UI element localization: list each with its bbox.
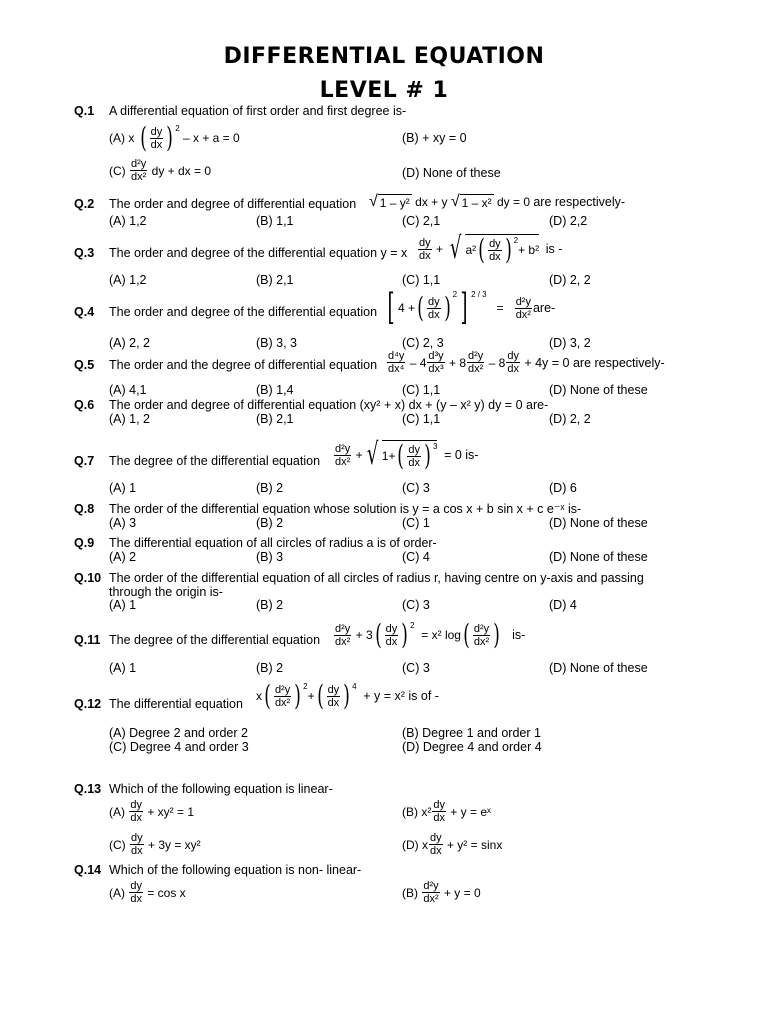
question-number: Q.5	[74, 358, 95, 372]
q14-option-a: (A) $\frac{dy}{dx}$ = cos x	[109, 880, 186, 905]
q9-option-d: (D) None of these	[549, 550, 648, 564]
q4-option-b: (B) 3, 3	[256, 336, 297, 350]
q8-option-a: (A) 3	[109, 516, 137, 530]
question-number: Q.8	[74, 502, 95, 516]
q11-equation: $\frac{\text{d²y}}{\text{dx²}}$ + 3 ( $\frac{dy}{dx}$ ) $^2$ = x² log ( $\frac{\text{d²y}}{\text{dx²}}$ ) is-	[335, 618, 526, 651]
q4-option-a: (A) 2, 2	[109, 336, 150, 350]
q12-equation: x ( $\frac{\text{d²y}}{\text{dx²}}$ ) $^2$ + ( $\frac{dy}{dx}$ ) $^4$ + y = x² is of -	[256, 679, 439, 712]
question-number: Q.1	[74, 104, 95, 118]
question-text: The order and degree of differential equation (xy² + x) dx + (y – x² y) dy = 0 are-	[109, 398, 549, 412]
question-text: The order and degree of the differential equation y = x	[109, 246, 408, 260]
question-number: Q.10	[74, 571, 102, 585]
question-text: The degree of the differential equation	[109, 633, 321, 647]
q1-option-c: (C) $\frac{\text{d²y}}{\text{dx²}}$ dy + dx = 0	[109, 158, 212, 183]
q11-option-a: (A) 1	[109, 661, 137, 675]
q1-option-d: (D) None of these	[402, 166, 501, 180]
q3-option-a: (A) 1,2	[109, 273, 147, 287]
q6-option-d: (D) 2, 2	[549, 412, 591, 426]
q6-option-c: (C) 1,1	[402, 412, 441, 426]
question-number: Q.14	[74, 863, 102, 877]
question-text: Which of the following equation is non- linear-	[109, 863, 362, 877]
q7-equation: $\frac{\text{d²y}}{\text{dx²}}$ + √ 1+ ( $\frac{dy}{dx}$ ) $^3$ = 0 is-	[335, 437, 479, 472]
q2-equation: √ 1 – y² dx + y √ 1 – x² dy = 0 are respectively-	[369, 193, 626, 210]
q13-option-a: (A) $\frac{dy}{dx}$ + xy² = 1	[109, 799, 194, 824]
q12-option-a: (A) Degree 2 and order 2	[109, 726, 248, 740]
q13-option-b: (B) x² $\frac{dy}{dx}$ + y = eˣ	[402, 799, 491, 824]
question-text: The order and degree of the differential equation	[109, 305, 378, 319]
question-number: Q.11	[74, 633, 101, 647]
q5-option-a: (A) 4,1	[109, 383, 147, 397]
q5-equation: $\frac{\text{d⁴y}}{\text{dx⁴}}$ – 4 $\frac{\text{d³y}}{\text{dx³}}$ + 8 $\frac{\text{d²y}}{\text{dx²}}$ – 8 $\frac{dy}{dx}$ + 4y = 0 are respectively-	[388, 350, 665, 375]
question-text: The order and the degree of differential equation	[109, 358, 378, 372]
q13-option-c: (C) $\frac{dy}{dx}$ + 3y = xy²	[109, 832, 201, 857]
q5-option-c: (C) 1,1	[402, 383, 441, 397]
q7-option-a: (A) 1	[109, 481, 137, 495]
question-number: Q.9	[74, 536, 95, 550]
q4-equation: [ 4 + ( $\frac{dy}{dx}$ ) $^2$ ] $^{2 / 3}$ = $\frac{\text{d²y}}{\text{dx²}}$ are-	[387, 287, 556, 328]
page-title: DIFFERENTIAL EQUATION	[223, 44, 545, 69]
question-number: Q.12	[74, 697, 102, 711]
q10-option-b: (B) 2	[256, 598, 284, 612]
q7-option-b: (B) 2	[256, 481, 284, 495]
q11-option-d: (D) None of these	[549, 661, 648, 675]
q3-option-d: (D) 2, 2	[549, 273, 591, 287]
q10-option-a: (A) 1	[109, 598, 137, 612]
question-text: The order of the differential equation whose solution is y = a cos x + b sin x + c e⁻ˣ is-	[109, 502, 582, 516]
q12-option-d: (D) Degree 4 and order 4	[402, 740, 542, 754]
question-text: The differential equation of all circles of radius a is of order-	[109, 536, 437, 550]
q12-option-b: (B) Degree 1 and order 1	[402, 726, 541, 740]
q9-option-c: (C) 4	[402, 550, 430, 564]
question-text: A differential equation of first order and first degree is-	[109, 104, 407, 118]
q6-option-a: (A) 1, 2	[109, 412, 150, 426]
question-text: Which of the following equation is linear-	[109, 782, 333, 796]
q12-option-c: (C) Degree 4 and order 3	[109, 740, 249, 754]
question-number: Q.13	[74, 782, 102, 796]
q3-option-b: (B) 2,1	[256, 273, 294, 287]
question-number: Q.6	[74, 398, 95, 412]
q2-option-a: (A) 1,2	[109, 214, 147, 228]
q1-option-b: (B) + xy = 0	[402, 131, 467, 145]
q5-option-d: (D) None of these	[549, 383, 648, 397]
q8-option-b: (B) 2	[256, 516, 284, 530]
question-text: The degree of the differential equation	[109, 454, 321, 468]
q10-option-d: (D) 4	[549, 598, 577, 612]
question-number: Q.7	[74, 454, 95, 468]
q7-option-c: (C) 3	[402, 481, 430, 495]
q8-option-d: (D) None of these	[549, 516, 648, 530]
q2-option-d: (D) 2,2	[549, 214, 588, 228]
question-number: Q.4	[74, 305, 95, 319]
question-text-line2: through the origin is-	[109, 585, 223, 599]
q3-option-c: (C) 1,1	[402, 273, 441, 287]
q2-option-b: (B) 1,1	[256, 214, 294, 228]
q6-option-b: (B) 2,1	[256, 412, 294, 426]
q14-option-b: (B) $\frac{\text{d²y}}{\text{dx²}}$ + y = 0	[402, 880, 481, 905]
q7-option-d: (D) 6	[549, 481, 577, 495]
q2-option-c: (C) 2,1	[402, 214, 441, 228]
question-text: The order of the differential equation of all circles of radius r, having centre on y-axis and passing	[109, 571, 644, 585]
question-text: The order and degree of differential equation	[109, 197, 357, 211]
level-heading: LEVEL # 1	[319, 78, 449, 103]
question-number: Q.2	[74, 197, 95, 211]
q10-option-c: (C) 3	[402, 598, 430, 612]
q11-option-b: (B) 2	[256, 661, 284, 675]
q1-option-a: (A) x ( $\frac{dy}{dx}$ ) $^2$ – x + a = 0	[109, 121, 240, 154]
q5-option-b: (B) 1,4	[256, 383, 294, 397]
q3-equation: $\frac{dy}{dx}$ + √ a² ( $\frac{dy}{dx}$ ) $^2$ + b² is -	[419, 231, 563, 266]
q4-option-d: (D) 3, 2	[549, 336, 591, 350]
question-text: The differential equation	[109, 697, 243, 711]
q13-option-d: (D) x $\frac{dy}{dx}$ + y² = sinx	[402, 832, 503, 857]
q11-option-c: (C) 3	[402, 661, 430, 675]
q4-option-c: (C) 2, 3	[402, 336, 444, 350]
q9-option-b: (B) 3	[256, 550, 284, 564]
q9-option-a: (A) 2	[109, 550, 137, 564]
q8-option-c: (C) 1	[402, 516, 430, 530]
question-number: Q.3	[74, 246, 95, 260]
